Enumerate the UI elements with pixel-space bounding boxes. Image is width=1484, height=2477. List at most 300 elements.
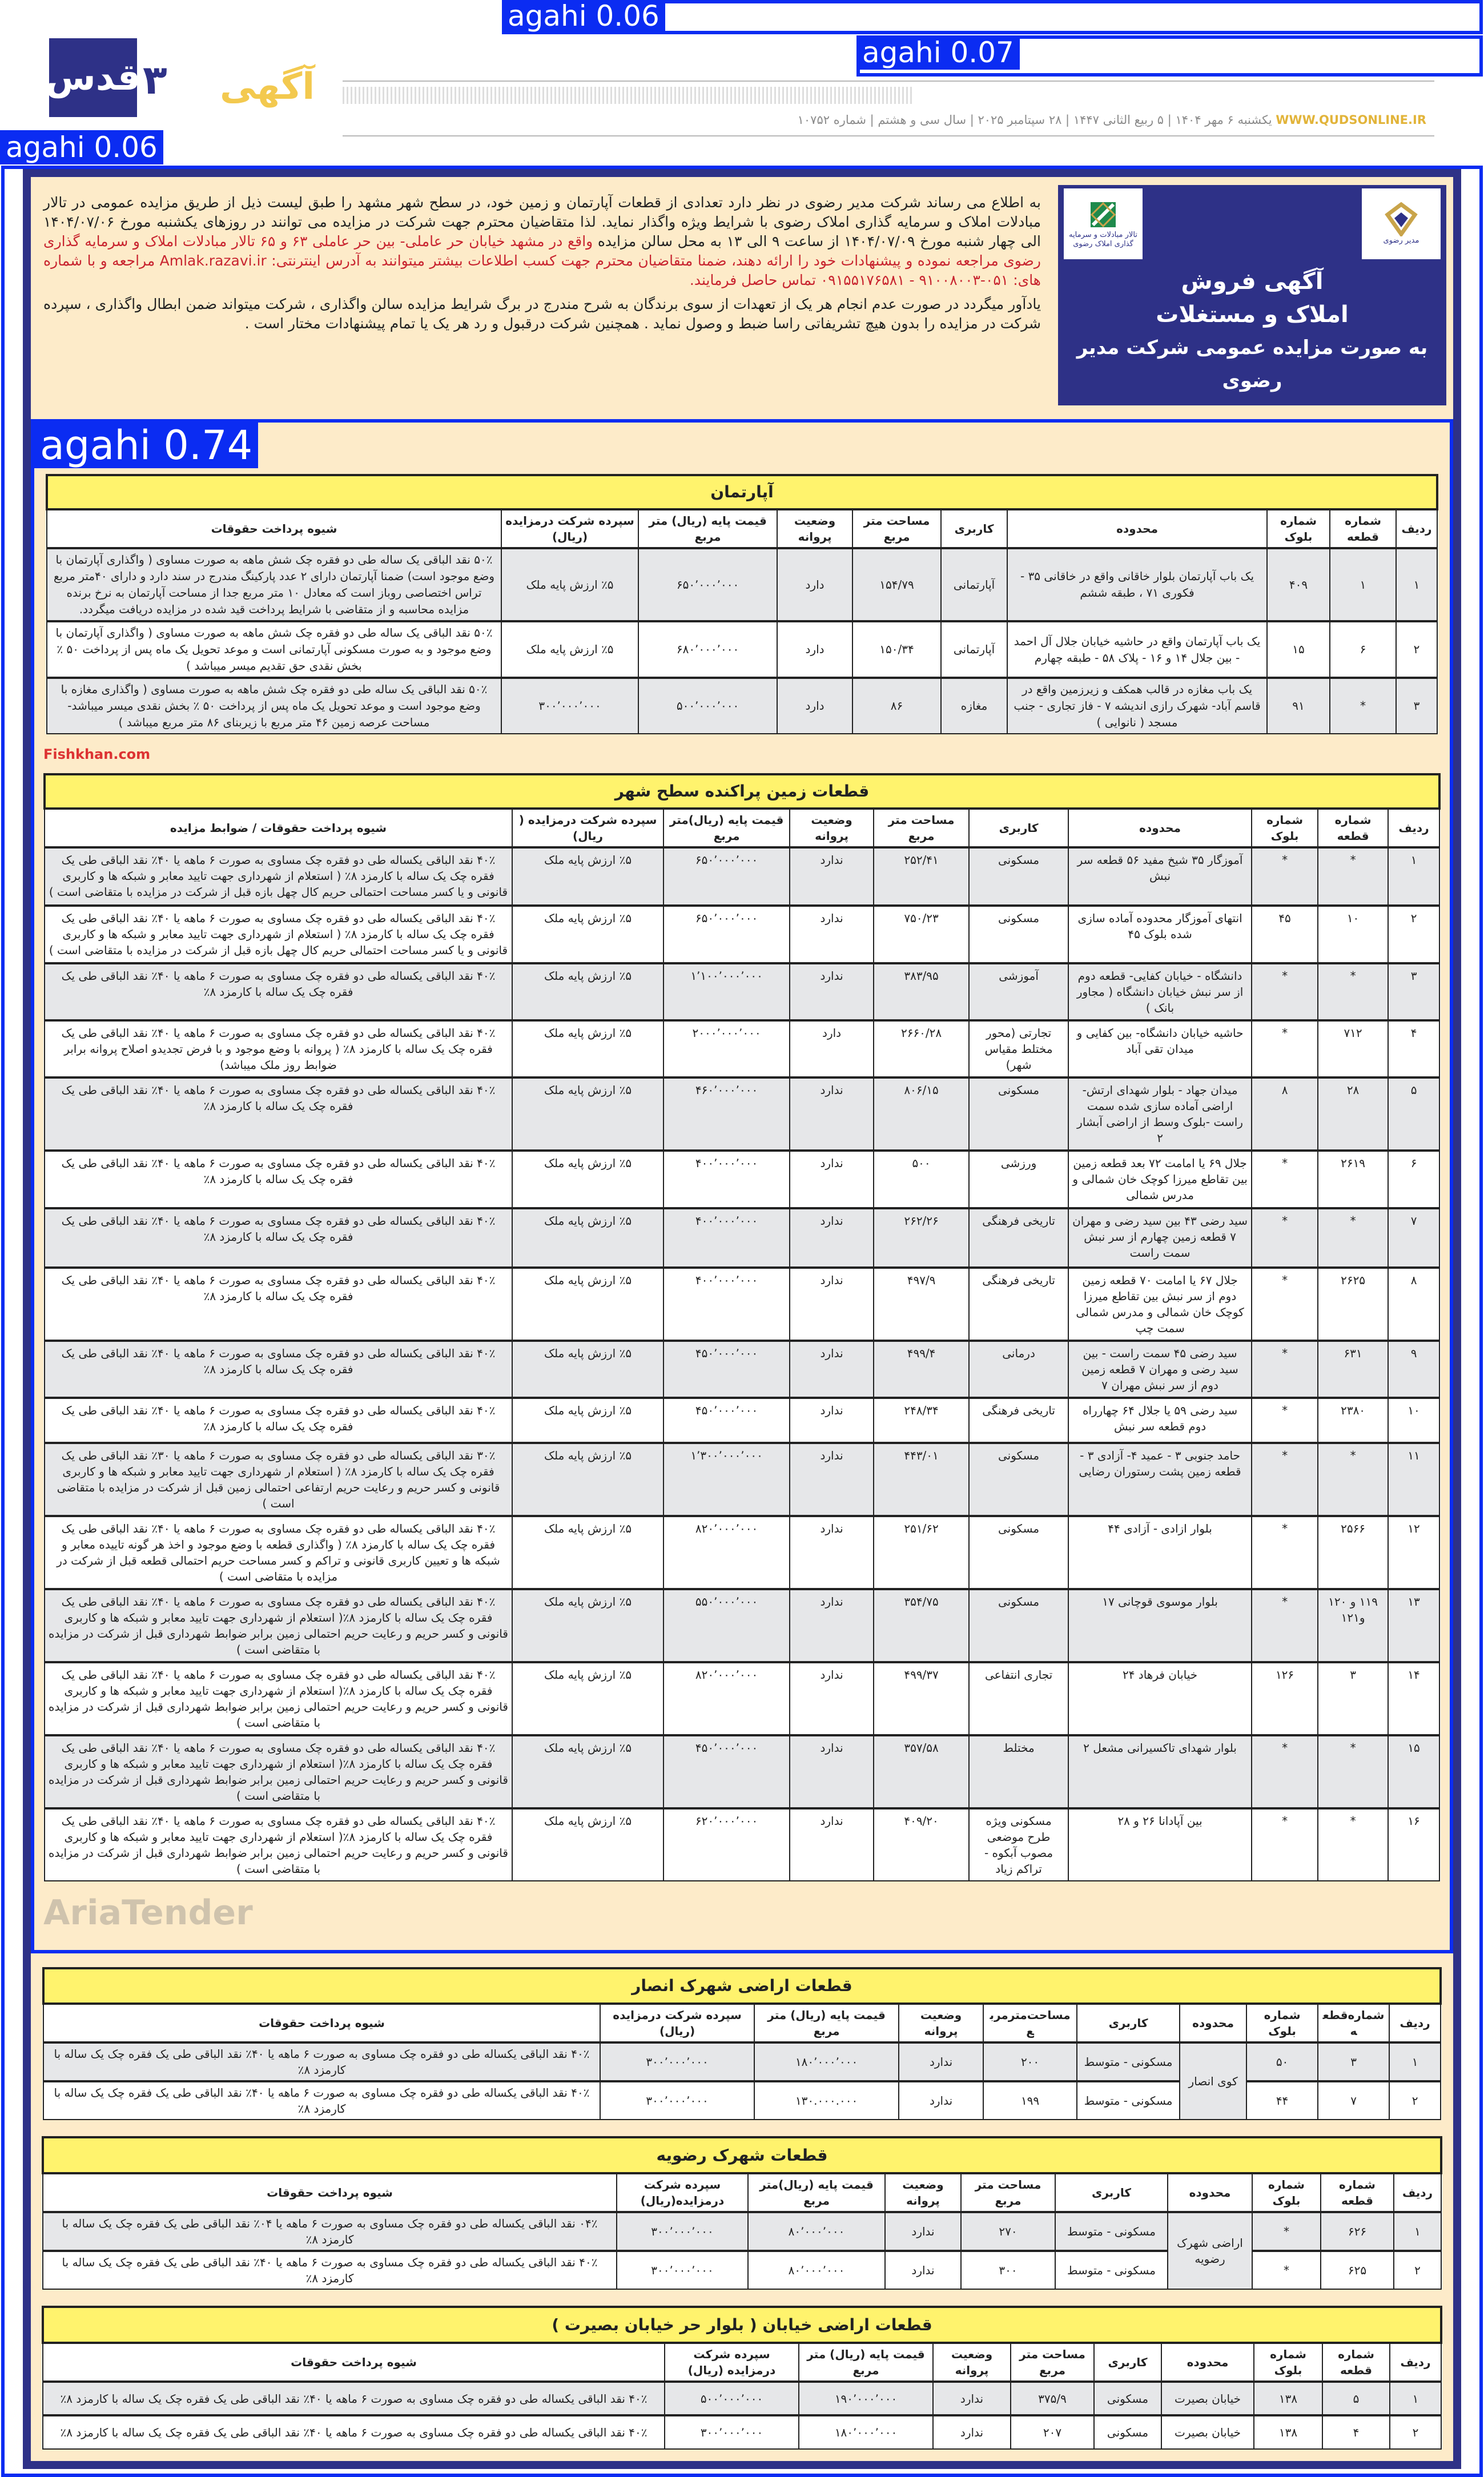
cell-block-number: * (1252, 1516, 1318, 1589)
ad-title-line: آگهی فروش (1181, 268, 1324, 295)
cell-location: حاشیه خیابان دانشگاه- بین کفایی و میدان تقی آباد (1068, 1020, 1252, 1077)
cell-payment-terms: ۰۴٪ نقد الباقی یکساله طی دو فقره چک مساوی به صورت ۶ ماهه یا ۰۴٪ نقد الباقی طی یک فقره چک یک ساله با کارمزد ۸٪ (43, 2212, 617, 2251)
cell-payment-terms: ۵۰٪ نقد الباقی یک ساله طی دو فقره چک شش ماهه به صورت مساوی ( واگذاری آپارتمان با وضع موجود و به صورت مسکونی آپارتمانی است و موعد تحویل یک ماه پس از پرداخت ۵۰ ٪ بخش نقدی حق تقدیم میسر میباشد ) (47, 621, 501, 678)
cell-payment-terms: ۴۰٪ نقد الباقی یکساله طی دو فقره چک مساوی به صورت ۶ ماهه یا ۴۰٪ نقد الباقی طی یک فقره چک یک ساله با کارمزد ۸٪ (45, 1268, 512, 1341)
cell-payment-terms: ۴۰٪ نقد الباقی یکساله طی دو فقره چک مساوی به صورت ۶ ماهه یا ۴۰٪ نقد الباقی طی یک فقره چک یک ساله با کارمزد ۸٪ ( واگذاری قطعه با وضع موجود و اخذ هر گونه تاییده معابر و شبکه ها و تعیین کاربری قانونی و تراکم و کسر مساحت حریم احتمالی قطعه قبل از شرکت در مزایده با متقاضی است ) (45, 1516, 512, 1589)
table-row (45, 847, 1439, 906)
exchange-emblem-icon (1087, 199, 1119, 231)
cell-plot-number: ۲۶۱۹ (1318, 1151, 1388, 1208)
header-location: محدوده (1161, 2343, 1254, 2382)
basirat-plots-table (42, 2306, 1442, 2450)
cell-plot-number: * (1330, 678, 1396, 734)
cell-row-number: ۲ (1396, 621, 1437, 678)
cell-base-price: ۸۲۰٬۰۰۰٬۰۰۰ (663, 1662, 790, 1735)
cell-area: ۴۰۹/۲۰ (874, 1808, 969, 1881)
table-header-row (45, 809, 1439, 847)
cell-base-price: ۲۰۰۰٬۰۰۰٬۰۰۰ (663, 1020, 790, 1077)
cell-payment-terms: ۴۰٪ نقد الباقی یکساله طی دو فقره چک مساوی به صورت ۶ ماهه یا ۴۰٪ نقد الباقی طی یک فقره چک یک ساله با کارمزد ۸٪ ( استعلام از شهرداری جهت تایید معابر و شبکه ها و کاربری قانونی و یا کسر مساحت احتمالی حریم کال چهل بازه قبل از شرکت در مزایده با متقاضی است ) (45, 906, 512, 963)
cell-row-number: ۱۵ (1388, 1735, 1439, 1808)
header-block-number: شماره بلوک (1246, 2004, 1318, 2042)
cell-row-number: ۹ (1388, 1341, 1439, 1398)
header-deposit: سپرده شرکت درمزایده (ریال) (501, 509, 638, 548)
cell-payment-terms: ۴۰٪ نقد الباقی یکساله طی دو فقره چک مساوی به صورت ۶ ماهه یا ۴۰٪ نقد الباقی طی یک فقره چک یک ساله با کارمزد ۸٪( استعلام از شهرداری جهت تایید معابر و شبکه ها و کاربری قانونی و کسر حریم و رعایت حریم احتمالی زمین برابر ضوابط شهرداری قبل از شرکت در مزایده با متقاضی است ) (45, 1808, 512, 1881)
header-location: محدوده (1007, 509, 1267, 548)
cell-base-price: ۱۹۰٬۰۰۰٬۰۰۰ (799, 2382, 933, 2415)
detection-box (31, 419, 1453, 1953)
cell-permit-status: ندارد (790, 1516, 874, 1589)
table-row (43, 2415, 1441, 2449)
cell-row-number: ۲ (1389, 2081, 1441, 2120)
cell-location: اراضی شهرک رضویه (1168, 2212, 1252, 2289)
cell-location: سید رضی ۵۹ یا جلال ۶۴ چهارراه دوم قطعه سر نبش (1068, 1398, 1252, 1443)
cell-plot-number: * (1318, 1735, 1388, 1808)
website-link[interactable]: WWW.QUDSONLINE.IR (1276, 113, 1426, 127)
cell-deposit: ٪۵ ارزش پایه ملک (512, 906, 663, 963)
cell-base-price: ۵۰۰٬۰۰۰٬۰۰۰ (638, 678, 777, 734)
cell-block-number: * (1252, 1208, 1318, 1268)
cell-land-use: مغازه (941, 678, 1007, 734)
cell-deposit: ۳۰۰٬۰۰۰٬۰۰۰ (617, 2212, 748, 2251)
table-title-row (47, 475, 1437, 509)
cell-land-use: مسکونی - متوسط (1055, 2251, 1168, 2289)
cell-permit-status: ندارد (790, 1268, 874, 1341)
cell-plot-number: * (1318, 1443, 1388, 1516)
table-row (45, 1341, 1439, 1398)
logo-caption: تالار مبادلات و سرمایه گذاری املاک رضوی (1069, 231, 1137, 248)
table-row (45, 1516, 1439, 1589)
cell-base-price: ۱٬۱۰۰٬۰۰۰٬۰۰۰ (663, 963, 790, 1020)
table-title: قطعات شهرک رضویه (43, 2137, 1441, 2173)
cell-deposit: ٪۵ ارزش پایه ملک (512, 963, 663, 1020)
cell-payment-terms: ۵۰٪ نقد الباقی یک ساله طی دو فقره چک شش ماهه به صورت مساوی ( واگذاری آپارتمان با وضع موجود است) ضمنا آپارتمان دارای ۲ عدد پارکینگ مندرج در سند دارد و دارای ۴۰متر مربع تراس اختصاصی روباز است که معادل ۱۰ متر مربع جدا از مساحت آپارتمان به نرخ برنده مزایده محاسبه و از متقاضی با شرایط پرداخت قید شده در مزایده دریافت میگردد. (47, 548, 501, 621)
cell-payment-terms: ۴۰٪ نقد الباقی یکساله طی دو فقره چک مساوی به صورت ۶ ماهه یا ۴۰٪ نقد الباقی طی یک فقره چک یک ساله با کارمزد ۸٪ (45, 1151, 512, 1208)
cell-row-number: ۱۴ (1388, 1662, 1439, 1735)
cell-block-number: * (1252, 2251, 1321, 2289)
company-emblem-icon (1384, 202, 1418, 236)
ad-body (31, 177, 1453, 2461)
cell-plot-number: ۷ (1318, 2081, 1389, 2120)
table-title-row (43, 1968, 1441, 2004)
cell-block-number: ۸ (1252, 1077, 1318, 1151)
cell-block-number: * (1252, 1443, 1318, 1516)
cell-land-use: تاریخی فرهنگی (969, 1268, 1068, 1341)
cell-permit-status: ندارد (790, 1662, 874, 1735)
cell-land-use: ورزشی (969, 1151, 1068, 1208)
cell-row-number: ۲ (1390, 2415, 1441, 2449)
cell-permit-status: ندارد (790, 1208, 874, 1268)
cell-base-price: ۴۰۰٬۰۰۰٬۰۰۰ (663, 1208, 790, 1268)
cell-deposit: ۳۰۰٬۰۰۰٬۰۰۰ (501, 678, 638, 734)
cell-permit-status: ندارد (790, 847, 874, 906)
cell-land-use: مسکونی (969, 1443, 1068, 1516)
intro-paragraph (43, 193, 1041, 290)
cell-land-use: تاریخی فرهنگی (969, 1208, 1068, 1268)
cell-land-use: آپارتمانی (941, 621, 1007, 678)
masthead-pattern (343, 87, 914, 104)
header-base-price: قیمت پایه (ریال)متر مربع (663, 809, 790, 847)
cell-base-price: ۶۸۰٬۰۰۰٬۰۰۰ (638, 621, 777, 678)
cell-block-number: ۴۰۹ (1267, 548, 1330, 621)
cell-permit-status: ندارد (899, 2042, 983, 2081)
header-base-price: قیمت پایه (ریال)متر مربع (748, 2173, 885, 2212)
cell-permit-status: ندارد (885, 2212, 961, 2251)
land-plots-table (43, 773, 1441, 1881)
cell-location: بلوار موسوی قوچانی ۱۷ (1068, 1589, 1252, 1662)
cell-location: یک باب مغازه در قالب همکف و زیرزمین واقع در قاسم آباد- شهرک رازی اندیشه ۷ - فاز تجاری - جنب مسجد ( نانوایی ) (1007, 678, 1267, 734)
cell-base-price: ۴۵۰٬۰۰۰٬۰۰۰ (663, 1398, 790, 1443)
issue-date: یکشنبه ۶ مهر ۱۴۰۴ | ۵ ربیع الثانی ۱۴۴۷ | ۲۸ سپتامبر ۲۰۲۵ | سال سی و هشتم | شماره ۱۰۷۵۲ (797, 113, 1272, 127)
cell-land-use: مسکونی (969, 1589, 1068, 1662)
logo-caption: مدیر رضوی (1383, 236, 1419, 245)
apartment-table (46, 474, 1438, 734)
cell-plot-number: ۱۰ (1318, 906, 1388, 963)
masthead-info (798, 111, 1434, 128)
cell-plot-number: ۳ (1318, 2042, 1389, 2081)
cell-area: ۲۰۷ (1011, 2415, 1094, 2449)
cell-plot-number: ۶ (1330, 621, 1396, 678)
cell-location: میدان جهاد - بلوار شهدای ارتش- اراضی آماده سازی شده سمت راست -بلوک وسط از اراضی آبشار ۲ (1068, 1077, 1252, 1151)
page-number: ۳ (143, 57, 167, 103)
cell-deposit: ٪۵ ارزش پایه ملک (512, 1341, 663, 1398)
cell-row-number: ۸ (1388, 1268, 1439, 1341)
header-area: مساحت متر مربع (1011, 2343, 1094, 2382)
cell-base-price: ۶۵۰٬۰۰۰٬۰۰۰ (638, 548, 777, 621)
cell-location: حامد جنوبی ۳ - عمید ۴- آزادی ۳ - قطعه زمین پشت رستوران رضایی (1068, 1443, 1252, 1516)
cell-permit-status: ندارد (899, 2081, 983, 2120)
cell-area: ۲۶۶۰/۲۸ (874, 1020, 969, 1077)
header-location: محدوده (1168, 2173, 1252, 2212)
cell-deposit: ٪۵ ارزش پایه ملک (512, 1077, 663, 1151)
masthead-divider (343, 135, 1434, 136)
table-row (45, 1443, 1439, 1516)
cell-base-price: ۴۰۰٬۰۰۰٬۰۰۰ (663, 1268, 790, 1341)
cell-block-number: * (1252, 1735, 1318, 1808)
cell-area: ۴۴۳/۰۱ (874, 1443, 969, 1516)
header-row-number: ردیف (1394, 2173, 1441, 2212)
cell-area: ۲۰۰ (983, 2042, 1077, 2081)
cell-permit-status: ندارد (790, 963, 874, 1020)
cell-plot-number: ۲۸ (1318, 1077, 1388, 1151)
cell-area: ۲۵۲/۴۱ (874, 847, 969, 906)
intro-contact: واقع در مشهد خیابان حر عاملی- بین حر عاملی ۶۳ و ۶۵ تالار مبادلات املاک و سرمایه گذاری رضوی مراجعه نموده و پیشنهادات خود را ارائه دهند، ضمنا متقاضیان محترم جهت کسب اطلاعات بیشتر میتوانند به آدرس اینترنتی: Amlak.razavi.ir مراجعه و با شماره های: ۰۵۱-۹۱۰۰۸۰۰۳ - ۰۹۱۵۵۱۷۶۵۸۱ تماس حاصل فرمایند. (43, 233, 1041, 288)
cell-row-number: ۳ (1388, 963, 1439, 1020)
cell-permit-status: ندارد (790, 1341, 874, 1398)
cell-area: ۲۷۰ (961, 2212, 1055, 2251)
header-land-use: کاربری (969, 809, 1068, 847)
cell-row-number: ۱۳ (1388, 1589, 1439, 1662)
cell-area: ۸۶ (852, 678, 941, 734)
header-plot-number: شماره قطعه (1322, 2343, 1390, 2382)
cell-location: سید رضی ۴۳ بین سید رضی و مهران ۷ قطعه زمین چهارم از سر نبش سمت راست (1068, 1208, 1252, 1268)
cell-area: ۴۹۹/۳۷ (874, 1662, 969, 1735)
cell-deposit: ۳۰۰٬۰۰۰٬۰۰۰ (600, 2042, 754, 2081)
cell-location: خیابان فرهاد ۲۴ (1068, 1662, 1252, 1735)
table-title: آپارتمان (47, 475, 1437, 509)
cell-payment-terms: ۴۰٪ نقد الباقی یکساله طی دو فقره چک مساوی به صورت ۶ ماهه یا ۴۰٪ نقد الباقی طی یک فقره چک یک ساله با کارمزد ۸٪ ( استعلام از شهرداری جهت تایید معابر و شبکه ها و کاربری قانونی و یا کسر مساحت احتمالی حریم کال چهل بازه قبل از شرکت در مزایده با متقاضی است ) (45, 847, 512, 906)
header-row-number: ردیف (1396, 509, 1437, 548)
cell-plot-number: ۴ (1322, 2415, 1390, 2449)
cell-payment-terms: ۴۰٪ نقد الباقی یکساله طی دو فقره چک مساوی به صورت ۶ ماهه یا ۴۰٪ نقد الباقی طی یک فقره چک یک ساله با کارمزد ۸٪( استعلام از شهرداری جهت تایید معابر و شبکه ها و کاربری قانونی و کسر حریم و رعایت حریم احتمالی زمین برابر ضوابط شهرداری قبل از شرکت در مزایده با متقاضی است ) (45, 1735, 512, 1808)
cell-land-use: مسکونی - متوسط (1055, 2212, 1168, 2251)
header-permit-status: وضعیت پروانه (885, 2173, 961, 2212)
cell-base-price: ۴۰۰٬۰۰۰٬۰۰۰ (663, 1151, 790, 1208)
cell-deposit: ٪۵ ارزش پایه ملک (512, 1589, 663, 1662)
header-land-use: کاربری (1077, 2004, 1180, 2042)
cell-location: کوی انصار (1180, 2042, 1246, 2120)
cell-land-use: مسکونی (1094, 2382, 1161, 2415)
cell-block-number: * (1252, 1808, 1318, 1881)
header-base-price: قیمت پایه (ریال) متر مربع (754, 2004, 899, 2042)
cell-block-number: * (1252, 1268, 1318, 1341)
cell-area: ۲۴۸/۳۴ (874, 1398, 969, 1443)
cell-plot-number: ۱ (1330, 548, 1396, 621)
cell-deposit: ٪۵ ارزش پایه ملک (501, 548, 638, 621)
cell-location: آموزگار ۳۵ شیخ مفید ۵۶ قطعه سر نبش (1068, 847, 1252, 906)
cell-plot-number: ۱۱۹ و ۱۲۰ و۱۲۱ (1318, 1589, 1388, 1662)
cell-deposit: ٪۵ ارزش پایه ملک (501, 621, 638, 678)
ad-title-line: املاک و مستغلات (1156, 301, 1349, 328)
table-row (45, 1077, 1439, 1151)
table-row (45, 1151, 1439, 1208)
cell-location: انتهای آموزگار محدوده آماده سازی شده بلوک ۴۵ (1068, 906, 1252, 963)
cell-location: یک باب آپارتمان واقع در حاشیه خیابان جلال آل احمد - بین جلال ۱۴ و ۱۶ - پلاک ۵۸ - طبقه چهارم (1007, 621, 1267, 678)
table-row (43, 2382, 1441, 2415)
section-label: آگهی (220, 66, 315, 108)
ad-title (1064, 265, 1441, 397)
cell-base-price: ۴۶۰٬۰۰۰٬۰۰۰ (663, 1077, 790, 1151)
paper-name: قدس (45, 57, 141, 99)
cell-block-number: * (1252, 1151, 1318, 1208)
detection-label: agahi 0.06 (502, 0, 665, 32)
header-plot-number: شماره‌قطعه (1318, 2004, 1389, 2042)
header-payment-terms: شیوه پرداخت حقوقات / ضوابط مزایده (45, 809, 512, 847)
header-permit-status: وضعیت پروانه (933, 2343, 1011, 2382)
table-header-row (43, 2343, 1441, 2382)
cell-deposit: ۳۰۰٬۰۰۰٬۰۰۰ (600, 2081, 754, 2120)
cell-area: ۸۰۶/۱۵ (874, 1077, 969, 1151)
cell-row-number: ۴ (1388, 1020, 1439, 1077)
table-title: قطعات اراضی شهرک انصار (43, 1968, 1441, 2004)
table-row (43, 2042, 1441, 2081)
cell-payment-terms: ۵۰٪ نقد الباقی یک ساله طی دو فقره چک شش ماهه به صورت مساوی ( واگذاری مغازه با وضع موجود است و موعد تحویل یک ماه پس از پرداخت ۵۰ ٪ بخش نقدی میسر میباشد- مساحت عرصه زمین ۴۶ متر مربع با زیربنای ۸۶ متر مربع میباشد ) (47, 678, 501, 734)
watermark-row (43, 1893, 1441, 1933)
cell-row-number: ۱ (1390, 2382, 1441, 2415)
header-row-number: ردیف (1388, 809, 1439, 847)
cell-permit-status: دارد (777, 548, 852, 621)
cell-land-use: مسکونی (969, 906, 1068, 963)
cell-payment-terms: ۴۰٪ نقد الباقی یکساله طی دو فقره چک مساوی به صورت ۶ ماهه یا ۴۰٪ نقد الباقی طی یک فقره چک یک ساله با کارمزد ۸٪( استعلام از شهرداری جهت تایید معابر و شبکه ها و کاربری قانونی و کسر حریم و رعایت حریم احتمالی زمین برابر ضوابط شهرداری قبل از شرکت در مزایده با متقاضی است ) (45, 1589, 512, 1662)
cell-plot-number: ۳ (1318, 1662, 1388, 1735)
header-payment-terms: شیوه پرداخت حقوقات (43, 2173, 617, 2212)
cell-plot-number: * (1318, 1208, 1388, 1268)
cell-deposit: ۵۰۰٬۰۰۰٬۰۰۰ (665, 2382, 799, 2415)
header-deposit: سپرده شرکت درمزایده(ریال) (617, 2173, 748, 2212)
cell-area: ۳۵۴/۷۵ (874, 1589, 969, 1662)
table-title-row (43, 2307, 1441, 2343)
fishkhan-watermark: Fishkhan.com (43, 746, 151, 762)
table-header-row (43, 2004, 1441, 2042)
header-block-number: شماره بلوک (1267, 509, 1330, 548)
cell-land-use: مسکونی - متوسط (1077, 2042, 1180, 2081)
cell-row-number: ۱۰ (1388, 1398, 1439, 1443)
cell-deposit: ٪۵ ارزش پایه ملک (512, 1662, 663, 1735)
header-area: مساحت‌مترمربع (983, 2004, 1077, 2042)
cell-payment-terms: ۴۰٪ نقد الباقی یکساله طی دو فقره چک مساوی به صورت ۶ ماهه یا ۴۰٪ نقد الباقی طی یک فقره چک یک ساله با کارمزد ۸٪ (45, 1208, 512, 1268)
cell-land-use: آپارتمانی (941, 548, 1007, 621)
table-row (45, 963, 1439, 1020)
cell-base-price: ۱٬۳۰۰٬۰۰۰٬۰۰۰ (663, 1443, 790, 1516)
cell-deposit: ٪۵ ارزش پایه ملک (512, 1735, 663, 1808)
cell-permit-status: ندارد (933, 2382, 1011, 2415)
cell-land-use: مسکونی (1094, 2415, 1161, 2449)
cell-location: بلوار ازادی - آزادی ۴۴ (1068, 1516, 1252, 1589)
cell-permit-status: ندارد (790, 1589, 874, 1662)
header-permit-status: وضعیت پروانه (777, 509, 852, 548)
cell-row-number: ۱ (1388, 847, 1439, 906)
cell-block-number: * (1252, 1341, 1318, 1398)
cell-payment-terms: ۳۰٪ نقد الباقی یکساله طی دو فقره چک مساوی به صورت ۶ ماهه یا ۳۰٪ نقد الباقی طی یک فقره چک یک ساله با کارمزد ۸٪ ( استعلام ار شهرداری جهت تایید معابر و شبکه ها و کاربری قانونی و کسر حریم و رعایت حریم ارتفاعی احتمالی زمین قبل از شرکت در مزایده با متقاضی است ) (45, 1443, 512, 1516)
cell-permit-status: ندارد (933, 2415, 1011, 2449)
table-row (47, 621, 1437, 678)
cell-area: ۴۹۹/۴ (874, 1341, 969, 1398)
cell-area: ۳۸۳/۹۵ (874, 963, 969, 1020)
table-row (45, 1398, 1439, 1443)
cell-location: دانشگاه - خیابان کفایی- قطعه دوم از سر نبش خیابان دانشگاه ( مجاور بانک ) (1068, 963, 1252, 1020)
cell-land-use: مسکونی (969, 1516, 1068, 1589)
cell-deposit: ٪۵ ارزش پایه ملک (512, 1443, 663, 1516)
cell-payment-terms: ۴۰٪ نقد الباقی یکساله طی دو فقره چک مساوی به صورت ۶ ماهه یا ۴۰٪ نقد الباقی طی یک فقره چک یک ساله با کارمزد ۸٪ (45, 1341, 512, 1398)
cell-payment-terms: ۴۰٪ نقد الباقی یکساله طی دو فقره چک مساوی به صورت ۶ ماهه یا ۴۰٪ نقد الباقی طی یک فقره چک یک ساله با کارمزد ۸٪( استعلام از شهرداری جهت تایید معابر و شبکه ها و کاربری قانونی و کسر حریم و رعایت حریم احتمالی زمین برابر ضوابط شهرداری قبل از شرکت در مزایده با متقاضی است ) (45, 1662, 512, 1735)
cell-location: یک باب آپارتمان بلوار خاقانی واقع در خاقانی ۳۵ - فکوری ۷۱ ، طبقه ششم (1007, 548, 1267, 621)
cell-row-number: ۱۱ (1388, 1443, 1439, 1516)
ad-title-panel (1058, 185, 1446, 405)
cell-location: جلال ۶۷ یا امامت ۷۰ قطعه زمین دوم از سر نبش بین تقاطع میرزا کوچک خان شمالی و مدرس شمالی سمت چپ (1068, 1268, 1252, 1341)
cell-block-number: ۴۵ (1252, 906, 1318, 963)
header-land-use: کاربری (941, 509, 1007, 548)
cell-row-number: ۱۲ (1388, 1516, 1439, 1589)
table-row (45, 1589, 1439, 1662)
cell-payment-terms: ۴۰٪ نقد الباقی یکساله طی دو فقره چک مساوی به صورت ۶ ماهه یا ۴۰٪ نقد الباقی طی یک فقره چک یک ساله با کارمزد ۸٪ (43, 2042, 600, 2081)
cell-block-number: * (1252, 1398, 1318, 1443)
detection-label: agahi 0.07 (856, 35, 1020, 70)
header-payment-terms: شیوه پرداخت حقوقات (43, 2343, 665, 2382)
cell-permit-status: دارد (777, 621, 852, 678)
cell-deposit: ٪۵ ارزش پایه ملک (512, 1398, 663, 1443)
cell-block-number: ۱۳۸ (1254, 2382, 1322, 2415)
logos-row (1064, 188, 1441, 259)
header-permit-status: وضعیت پروانه (790, 809, 874, 847)
cell-row-number: ۱ (1396, 548, 1437, 621)
cell-location: سید رضی ۴۵ سمت راست - بین سید رضی و مهران ۷ قطعه زمین دوم از سر نبش مهران ۷ (1068, 1341, 1252, 1398)
cell-area: ۴۹۷/۹ (874, 1268, 969, 1341)
cell-land-use: مسکونی (969, 847, 1068, 906)
cell-row-number: ۱ (1394, 2212, 1441, 2251)
cell-land-use: مسکونی (969, 1077, 1068, 1151)
table-title-row (43, 2137, 1441, 2173)
cell-permit-status: ندارد (885, 2251, 961, 2289)
cell-payment-terms: ۴۰٪ نقد الباقی یکساله طی دو فقره چک مساوی به صورت ۶ ماهه یا ۴۰٪ نقد الباقی طی یک فقره چک یک ساله با کارمزد ۸٪ (45, 963, 512, 1020)
ad-frame (23, 169, 1461, 2469)
cell-plot-number: * (1318, 963, 1388, 1020)
cell-block-number: * (1252, 847, 1318, 906)
cell-location: جلال ۶۹ یا امامت ۷۲ بعد قطعه زمین بین تقاطع میرزا کوچک خان شمالی و مدرس شمالی (1068, 1151, 1252, 1208)
cell-plot-number: * (1318, 1808, 1388, 1881)
watermark-row (43, 746, 1441, 763)
cell-land-use: درمانی (969, 1341, 1068, 1398)
cell-area: ۱۹۹ (983, 2081, 1077, 2120)
cell-row-number: ۶ (1388, 1151, 1439, 1208)
cell-base-price: ۸۰٬۰۰۰٬۰۰۰ (748, 2251, 885, 2289)
cell-permit-status: ندارد (790, 1077, 874, 1151)
header-row-number: ردیف (1389, 2004, 1441, 2042)
cell-base-price: ۴۵۰٬۰۰۰٬۰۰۰ (663, 1341, 790, 1398)
table-row (45, 906, 1439, 963)
masthead-divider (343, 81, 1434, 82)
header-deposit: سپرده شرکت درمزایده ( ریال) (512, 809, 663, 847)
cell-payment-terms: ۴۰٪ نقد الباقی یکساله طی دو فقره چک مساوی به صورت ۶ ماهه یا ۴۰٪ نقد الباقی طی یک فقره چک یک ساله با کارمزد ۸٪ ( پروانه با وضع موجود و با فرض تجدیدو اصلاح پروانه برابر ضوابط روز ملک میباشد) (45, 1020, 512, 1077)
cell-payment-terms: ۴۰٪ نقد الباقی یکساله طی دو فقره چک مساوی به صورت ۶ ماهه یا ۴۰٪ نقد الباقی طی یک فقره چک یک ساله با کارمزد ۸٪ (43, 2382, 665, 2415)
table-row (45, 1208, 1439, 1268)
header-base-price: قیمت پایه (ریال) متر مربع (799, 2343, 933, 2382)
cell-area: ۲۶۲/۲۶ (874, 1208, 969, 1268)
cell-area: ۱۵۰/۳۴ (852, 621, 941, 678)
cell-block-number: ۴۴ (1246, 2081, 1318, 2120)
intro-text (38, 185, 1047, 405)
cell-location: خیابان بصیرت (1161, 2415, 1254, 2449)
newspaper-logo (45, 38, 141, 117)
cell-area: ۷۵۰/۲۳ (874, 906, 969, 963)
cell-land-use: تجارتی (محور مختلط مقیاس شهر) (969, 1020, 1068, 1077)
cell-permit-status: ندارد (790, 1808, 874, 1881)
cell-block-number: ۱۵ (1267, 621, 1330, 678)
cell-block-number: ۵۰ (1246, 2042, 1318, 2081)
header-row-number: ردیف (1390, 2343, 1441, 2382)
header-permit-status: وضعیت پروانه (899, 2004, 983, 2042)
table-row (45, 1662, 1439, 1735)
header-land-use: کاربری (1055, 2173, 1168, 2212)
header-base-price: قیمت پایه (ریال) متر مربع (638, 509, 777, 548)
header-location: محدوده (1180, 2004, 1246, 2042)
cell-payment-terms: ۴۰٪ نقد الباقی یکساله طی دو فقره چک مساوی به صورت ۶ ماهه یا ۴۰٪ نقد الباقی طی یک فقره چک یک ساله با کارمزد ۸٪ (43, 2251, 617, 2289)
cell-land-use: مسکونی ویژه طرح موضعی مصوب آبکوه - تراکم زیاد (969, 1808, 1068, 1881)
cell-plot-number: ۷۱۲ (1318, 1020, 1388, 1077)
cell-row-number: ۵ (1388, 1077, 1439, 1151)
table-row (45, 1735, 1439, 1808)
table-title: قطعات اراضی خیابان ( بلوار حر خیابان بصیرت ) (43, 2307, 1441, 2343)
cell-row-number: ۱۶ (1388, 1808, 1439, 1881)
intro-note: یادآور میگردد در صورت عدم انجام هر یک از تعهدات از سوی برندگان به شرح مندرج در برگ شرایط مزایده سالن واگذاری ، شرکت میتواند ضمن ابطال واگذاری ، سپرده شرکت در مزایده را بدون هیچ تشریفاتی راسا ضبط و وصول نماید . همچنین شرکت درقبول و رد هر یک یا تمام پیشنهادات مختار است . (43, 296, 1041, 332)
ad-title-line: به صورت مزایده عمومی شرکت مدیر رضوی (1076, 336, 1428, 392)
amlak-exchange-logo (1064, 188, 1143, 259)
header-area: مساحت متر مربع (961, 2173, 1055, 2212)
cell-deposit: ٪۵ ارزش پایه ملک (512, 847, 663, 906)
cell-row-number: ۱ (1389, 2042, 1441, 2081)
cell-plot-number: ۲۵۶۶ (1318, 1516, 1388, 1589)
cell-deposit: ۳۰۰٬۰۰۰٬۰۰۰ (617, 2251, 748, 2289)
ansar-plots-table (42, 1967, 1442, 2120)
cell-location: بین آپادانا ۲۶ و ۲۸ (1068, 1808, 1252, 1881)
cell-base-price: ۱۳۰.۰۰۰.۰۰۰ (754, 2081, 899, 2120)
cell-block-number: * (1252, 963, 1318, 1020)
cell-row-number: ۲ (1394, 2251, 1441, 2289)
cell-plot-number: ۲۶۲۵ (1318, 1268, 1388, 1341)
cell-base-price: ۶۵۰٬۰۰۰٬۰۰۰ (663, 906, 790, 963)
header-plot-number: شماره قطعه (1318, 809, 1388, 847)
cell-plot-number: ۲۳۸۰ (1318, 1398, 1388, 1443)
cell-block-number: * (1252, 1020, 1318, 1077)
cell-row-number: ۲ (1388, 906, 1439, 963)
cell-permit-status: ندارد (790, 1398, 874, 1443)
